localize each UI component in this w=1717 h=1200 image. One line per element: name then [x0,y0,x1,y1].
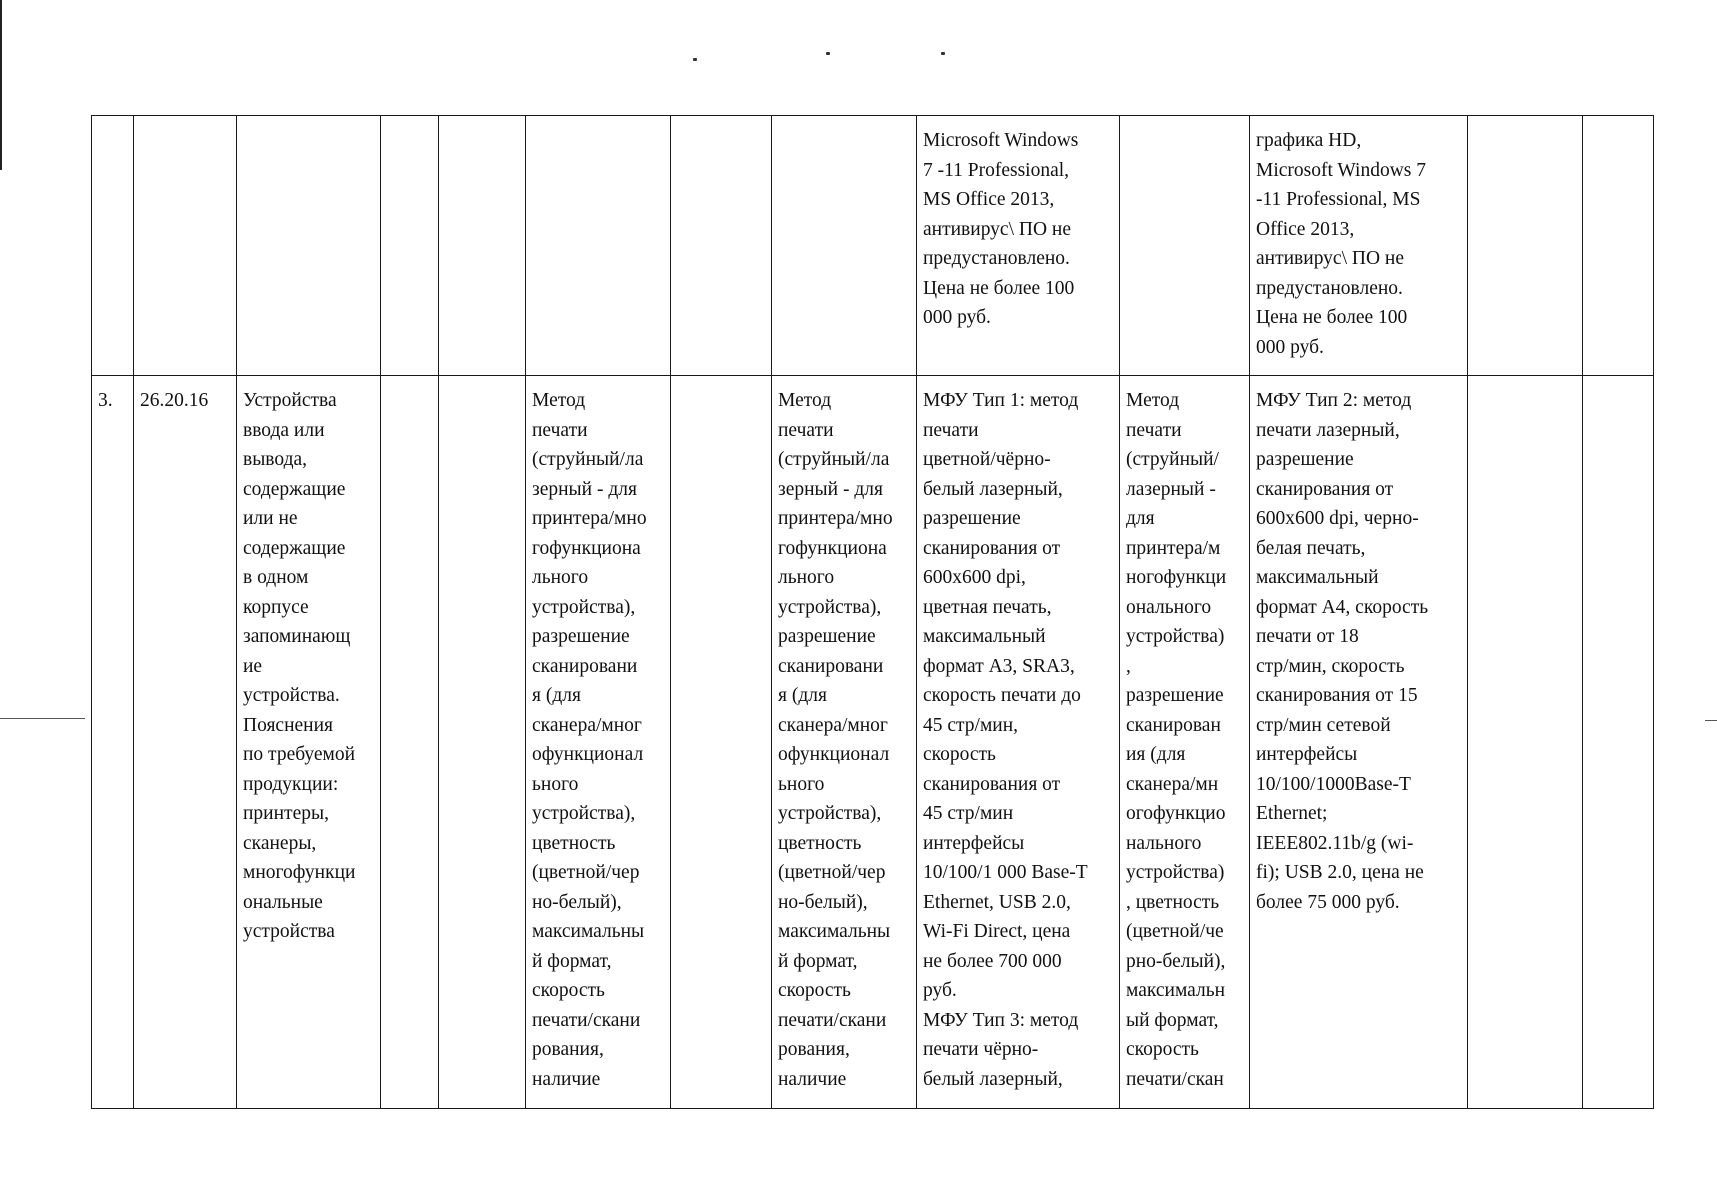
table-cell [772,116,917,376]
scan-edge-mark [0,0,2,170]
table-cell-software-spec: графика HD, Microsoft Windows 7 -11 Professional, MS Office 2013, антивирус\ ПО не предустановлено. Цена не более 100 000 руб. [1250,116,1468,376]
scan-speck [826,52,830,55]
table-cell [1120,116,1250,376]
mfu-type-spec-cell: МФУ Тип 1: метод печати цветной/чёрно- белый лазерный, разрешение сканирования от 600x600 dpi, цветная печать, максимальный формат А3, SRA3, скорость печати до 45 стр/мин, скорость сканирования от 45 стр/мин интерфейсы 10/100/1 000 Base-T Ethernet, USB 2.0, Wi-Fi Direct, цена не более 700 000 руб. МФУ Тип 3: метод печати чёрно- белый лазерный, [917,376,1120,1109]
okpd-code-cell: 26.20.16 [134,376,237,1109]
scan-margin-line [0,718,85,719]
product-name-cell: Устройства ввода или вывода, содержащие или не содержащие в одном корпусе запоминающ ие устройства. Пояснения по требуемой продукции: принтеры, сканеры, многофункци ональные устройства [237,376,381,1109]
characteristics-cell: Метод печати (струйный/ла зерный - для принтера/мно гофункциона льного устройства), разрешение сканировани я (для сканера/мног офункционал ьного устройства), цветность (цветной/чер но-белый), максимальны й формат, скорость печати/скани рования, наличие [772,376,917,1109]
table-cell [134,116,237,376]
scan-speck [693,58,697,61]
scan-speck [941,52,945,55]
table-cell [1583,116,1654,376]
table-cell [1468,376,1583,1109]
table-cell [671,116,772,376]
characteristics-cell: Метод печати (струйный/ла зерный - для принтера/мно гофункциона льного устройства), разрешение сканировани я (для сканера/мног офункционал ьного устройства), цветность (цветной/чер но-белый), максимальны й формат, скорость печати/скани рования, наличие [526,376,671,1109]
table-cell [381,116,439,376]
table-cell [237,116,381,376]
table-row [92,376,1654,1109]
scan-margin-line [1705,720,1717,721]
table-cell [439,376,526,1109]
specification-table [91,115,1654,1109]
characteristics-cell: Метод печати (струйный/ лазерный - для принтера/м ногофункци онального устройства) , разрешение сканирован ия (для сканера/мн огофункцио нального устройства) , цветность (цветной/че рно-белый), максимальн ый формат, скорость печати/скан [1120,376,1250,1109]
table-cell [671,376,772,1109]
table-cell [1583,376,1654,1109]
table-cell [92,116,134,376]
mfu-type-spec-cell: МФУ Тип 2: метод печати лазерный, разрешение сканирования от 600x600 dpi, черно- белая печать, максимальный формат А4, скорость печати от 18 стр/мин, скорость сканирования от 15 стр/мин сетевой интерфейсы 10/100/1000Base-T Ethernet; IEEE802.11b/g (wi- fi); USB 2.0, цена не более 75 000 руб. [1250,376,1468,1109]
table-cell [381,376,439,1109]
table-cell [1468,116,1583,376]
table-cell-software-spec: Microsoft Windows 7 -11 Professional, MS Office 2013, антивирус\ ПО не предустановлено. Цена не более 100 000 руб. [917,116,1120,376]
table-cell [526,116,671,376]
table-cell [439,116,526,376]
table-row [92,116,1654,376]
item-number-cell: 3. [92,376,134,1109]
